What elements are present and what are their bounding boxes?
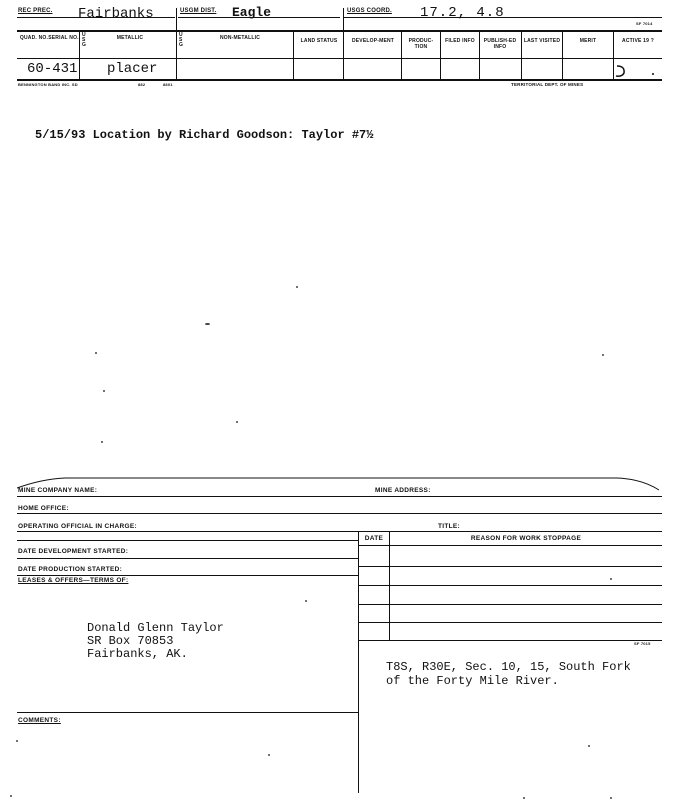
rule [359, 585, 662, 586]
col-usg-b: U S G [179, 32, 184, 48]
title-label: TITLE: [438, 523, 461, 530]
rule [17, 58, 662, 59]
active-mark-icon [612, 62, 662, 80]
metallic-value: placer [107, 61, 158, 77]
scan-speck [236, 421, 238, 423]
date-col-header: DATE [364, 535, 384, 542]
rule [479, 31, 480, 79]
date-development-label: DATE DEVELOPMENT STARTED: [18, 548, 129, 555]
scan-speck [602, 354, 604, 356]
quad-serial-value: 60-431 [27, 61, 78, 77]
rule [440, 31, 441, 79]
col-usg-a: U S G [82, 32, 87, 48]
mine-company-label: MINE COMPANY NAME: [18, 487, 98, 494]
rule [79, 31, 80, 79]
rule [358, 531, 359, 793]
scan-speck [205, 323, 210, 325]
scan-speck [10, 795, 12, 797]
col-published-info: PUBLISH-ED INFO [483, 38, 517, 50]
rule [562, 31, 563, 79]
rule [401, 31, 402, 79]
col-quad-no: QUAD. NO. [19, 35, 49, 41]
footer-mid-b: 8801 [163, 82, 173, 87]
location-line-1: T8S, R30E, Sec. 10, 15, South Fork [386, 660, 631, 674]
form-number: SF 7014 [636, 21, 653, 26]
rule [17, 712, 358, 713]
leases-label: LEASES & OFFERS—TERMS OF: [18, 577, 129, 584]
mine-address-label: MINE ADDRESS: [375, 487, 431, 494]
rule [359, 566, 662, 567]
scan-speck [95, 352, 97, 354]
rule [17, 575, 358, 576]
rule [389, 531, 390, 640]
rule [17, 540, 358, 541]
rule [17, 558, 358, 559]
rule [17, 496, 662, 497]
col-metallic: METALLIC [116, 35, 144, 41]
rule [17, 30, 662, 32]
rule [17, 531, 662, 532]
location-line-2: of the Forty Mile River. [386, 674, 559, 688]
location-note: 5/15/93 Location by Richard Goodson: Taylor #7½ [35, 128, 374, 142]
rule [176, 8, 177, 79]
operating-official-label: OPERATING OFFICIAL IN CHARGE: [18, 523, 137, 530]
rule [521, 31, 522, 79]
rule [359, 640, 662, 641]
usgs-coord-label: USGS COORD. [347, 8, 392, 14]
footer-right: TERRITORIAL DEPT. OF MINES [511, 82, 584, 87]
owner-address [87, 622, 224, 661]
rule [359, 545, 662, 546]
rule [17, 513, 662, 514]
owner-name: Donald Glenn Taylor [87, 621, 224, 635]
rule [343, 8, 344, 79]
usgs-dist-value: Eagle [232, 5, 272, 20]
scan-speck [588, 745, 590, 747]
rec-prec-label: REC PREC. [18, 8, 53, 14]
owner-city: Fairbanks, AK. [87, 647, 188, 661]
scan-speck [305, 600, 307, 602]
comments-label: COMMENTS: [18, 717, 61, 724]
rule [359, 604, 662, 605]
col-production: PRODUC-TION [408, 38, 434, 50]
rule [359, 622, 662, 623]
rec-prec-value: Fairbanks [78, 6, 154, 22]
footer-left: BENNINGTON BAND INC. SD [18, 82, 78, 87]
col-development: DEVELOP-MENT [351, 38, 395, 44]
scan-speck [610, 797, 612, 799]
col-last-visited: LAST VISITED [523, 38, 561, 44]
scan-speck [523, 797, 525, 799]
usgs-dist-label: USGM DIST. [180, 8, 217, 14]
location-description [386, 660, 631, 688]
owner-box: SR Box 70853 [87, 634, 174, 648]
date-production-label: DATE PRODUCTION STARTED: [18, 566, 123, 573]
scan-speck [296, 286, 298, 288]
form-top-curves [17, 470, 662, 498]
reason-col-header: REASON FOR WORK STOPPAGE [470, 535, 582, 542]
scan-speck [101, 441, 103, 443]
col-serial-no: SERIAL NO. [48, 35, 79, 41]
col-active: ACTIVE 19 ? [622, 38, 654, 44]
footer-mid-a: 882 [138, 82, 146, 87]
col-filed-info: FILED INFO [445, 38, 475, 44]
col-merit: MERIT [579, 38, 597, 44]
col-non-metallic: NON-METALLIC [219, 35, 261, 41]
scan-speck [268, 754, 270, 756]
scan-speck [610, 578, 612, 580]
col-land-status: LAND STATUS [300, 38, 338, 44]
stoppage-form-number: SF 7015 [634, 641, 651, 646]
scan-speck [103, 390, 105, 392]
rule [293, 31, 294, 79]
rule [17, 79, 662, 81]
usgs-coord-value: 17.2, 4.8 [420, 5, 505, 21]
scan-speck [16, 740, 18, 742]
home-office-label: HOME OFFICE: [18, 505, 69, 512]
